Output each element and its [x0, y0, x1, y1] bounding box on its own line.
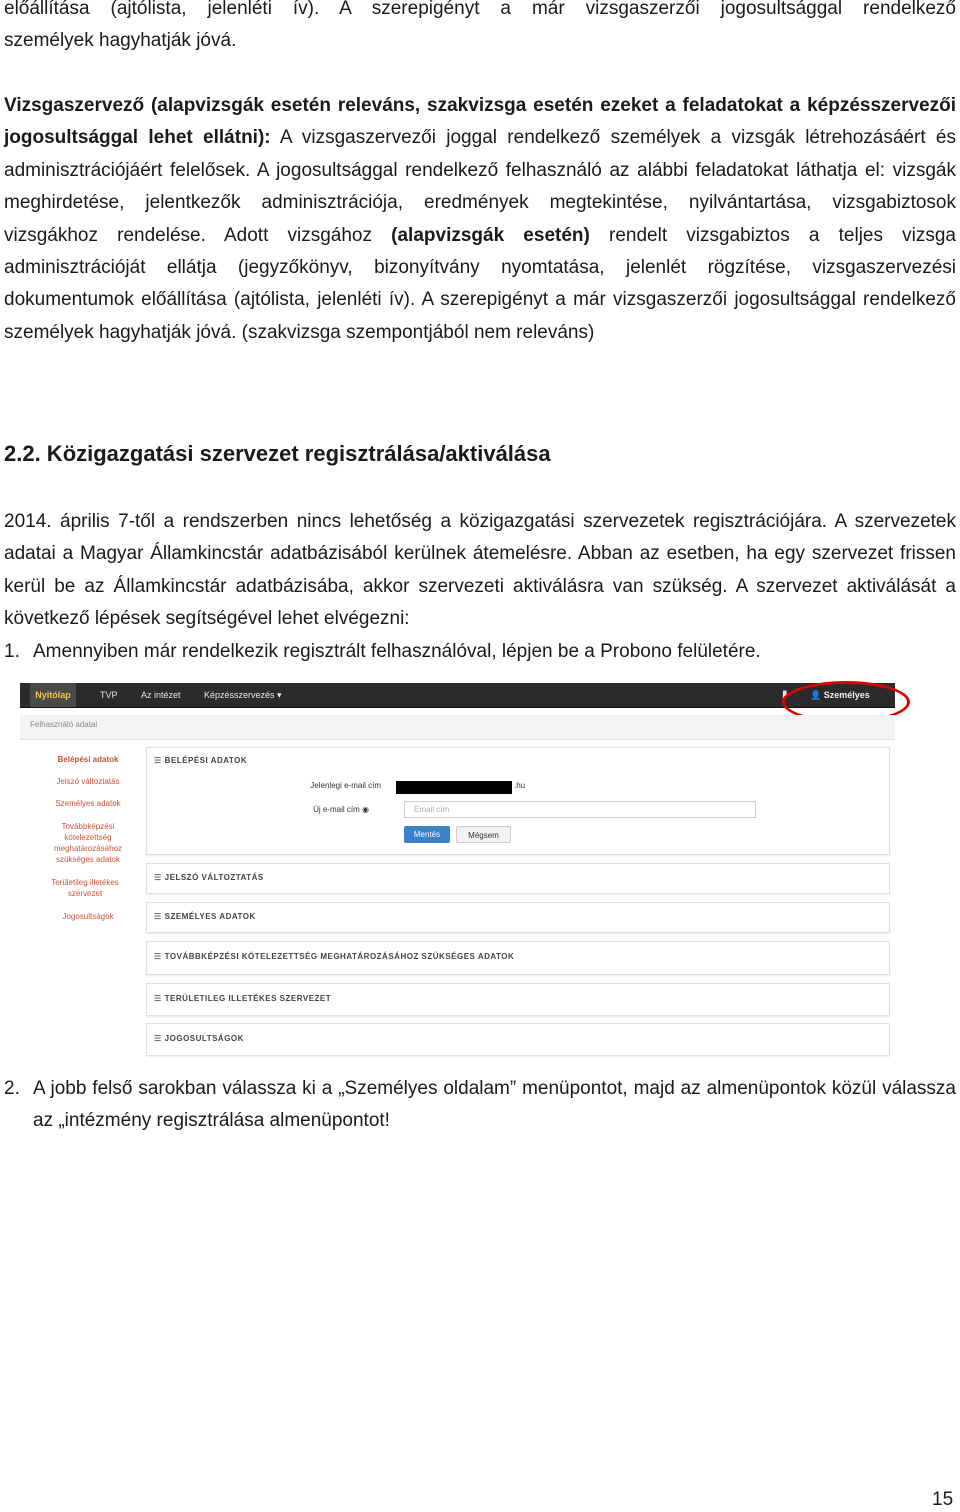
- card-title: ☰ SZEMÉLYES ADATOK: [154, 912, 256, 921]
- list-icon: ☰: [154, 756, 162, 765]
- current-email-label: Jelenlegi e-mail cím: [310, 781, 381, 790]
- sidebar-item-personal[interactable]: Személyes adatok: [55, 799, 121, 808]
- nav-training-dropdown[interactable]: Képzésszervezés ▾: [204, 690, 282, 700]
- breadcrumb-label: Felhasználó adatai: [30, 720, 98, 729]
- list-icon: ☰: [154, 1034, 162, 1043]
- card-training[interactable]: [146, 941, 890, 975]
- sidebar-item-training[interactable]: Továbbképzési kötelezettség meghatározásához szükséges adatok: [53, 822, 123, 864]
- paragraph-text: rendelt vizsgabiztos a teljes vizsga adminisztrációját ellátja (jegyzőkönyv, bizonyítvány nyomtatása, jelenlét rögzítése, vizsgaszervezési dokumentumok előállítása (ajtólista, jelenléti ív). A szerepigényt a már vizsgaszerzői jogosultsággal rendelkező személyek hagyhatják jóvá. (szakvizsga szempontjából nem releváns): [4, 224, 956, 343]
- nav-personal-page[interactable]: 👤 Személyes: [810, 690, 870, 700]
- nav-tvp[interactable]: TVP: [100, 690, 118, 700]
- sidebar-item-login[interactable]: Belépési adatok: [57, 755, 119, 764]
- new-email-label: Új e-mail cím ◉: [313, 805, 369, 814]
- paragraph-text: A vizsgaszervezői joggal rendelkező személyek a vizsgák létrehozásáért és adminisztrációjáért felelősek. A jogosultsággal rendelkező felhasználó az alábbi feladatokat láthatja el: vizsgák meghirdetése, jelentkezők adminisztrációja, eredmények megtekintése, nyilvántartása, vizsgabiztosok vizsgákhoz rendelése. Adott vizsgához: [4, 127, 956, 246]
- card-personal-data[interactable]: [146, 902, 890, 933]
- section-heading: 2.2. Közigazgatási szervezet regisztrálása/aktiválása: [4, 441, 551, 466]
- list-text: A jobb felső sarokban válassza ki a „Személyes oldalam” menüpontot, majd az almenüpontok közül válassza az „intézmény regisztrálása almenüpontot!: [33, 1078, 956, 1132]
- card-title: ☰ BELÉPÉSI ADATOK: [154, 756, 248, 765]
- list-number: 1.: [4, 641, 20, 662]
- nav-institute[interactable]: Az intézet: [141, 690, 181, 700]
- bold-phrase: (alapvizsgák esetén): [391, 224, 590, 246]
- card-permissions[interactable]: [146, 1023, 890, 1056]
- card-title: ☰ TERÜLETILEG ILLETÉKES SZERVEZET: [154, 994, 332, 1003]
- breadcrumb: [20, 715, 895, 740]
- card-password[interactable]: [146, 863, 890, 894]
- email-suffix: .hu: [514, 781, 526, 790]
- embedded-screenshot: [20, 683, 895, 1058]
- redacted-email: [396, 781, 512, 794]
- sidebar-item-territory[interactable]: Területileg illetékes szervezet: [51, 878, 119, 898]
- top-navbar: [20, 683, 895, 708]
- sidebar-item-permissions[interactable]: Jogosultságok: [62, 912, 114, 921]
- cart-icon[interactable]: ▮: [782, 689, 788, 700]
- list-icon: ☰: [154, 912, 162, 921]
- card-title: ☰ TOVÁBBKÉPZÉSI KÖTELEZETTSÉG MEGHATÁROZÁSÁHOZ SZÜKSÉGES ADATOK: [154, 952, 515, 961]
- card-territory[interactable]: [146, 983, 890, 1016]
- list-icon: ☰: [154, 994, 162, 1003]
- nav-home[interactable]: Nyitólap: [30, 683, 76, 707]
- paragraph-exam-organizer: [4, 90, 956, 349]
- list-text: Amennyiben már rendelkezik regisztrált felhasználóval, lépjen be a Probono felületére.: [33, 641, 761, 662]
- sidebar-item-password[interactable]: Jelszó változtatás: [56, 777, 120, 786]
- card-title: ☰ JELSZÓ VÁLTOZTATÁS: [154, 873, 264, 882]
- page-number: 15: [932, 1489, 954, 1510]
- paragraph-intro-tail: [4, 0, 956, 58]
- paragraph-line: személyek hagyhatják jóvá.: [4, 30, 237, 52]
- cancel-button[interactable]: Mégsem: [456, 826, 511, 843]
- save-button[interactable]: Mentés: [404, 826, 450, 843]
- bold-lead: Vizsgaszervező (alapvizsgák esetén releváns, szakvizsga esetén ezeket a feladatokat a képzésszervezői jogosultsággal lehet ellátni):: [4, 95, 956, 149]
- list-icon: ☰: [154, 952, 162, 961]
- list-number: 2.: [4, 1078, 20, 1099]
- new-email-input[interactable]: Email cím: [404, 801, 756, 818]
- card-title: ☰ JOGOSULTSÁGOK: [154, 1034, 244, 1043]
- paragraph-line: előállítása (ajtólista, jelenléti ív). A szerepigényt a már vizsgaszerzői jogosultsággal rendelkező: [4, 0, 956, 19]
- list-icon: ☰: [154, 873, 162, 882]
- paragraph-registration: 2014. április 7-től a rendszerben nincs lehetőség a közigazgatási szervezetek regisztrációjára. A szervezetek adatai a Magyar Államkincstár adatbázisából kerülnek átemelésre. Abban az esetben, ha egy szervezet frissen kerül be az Államkincstár adatbázisába, akkor szervezeti aktiválásra van szükség. A szervezet aktiválását a következő lépések segítségével lehet elvégezni:: [4, 511, 956, 630]
